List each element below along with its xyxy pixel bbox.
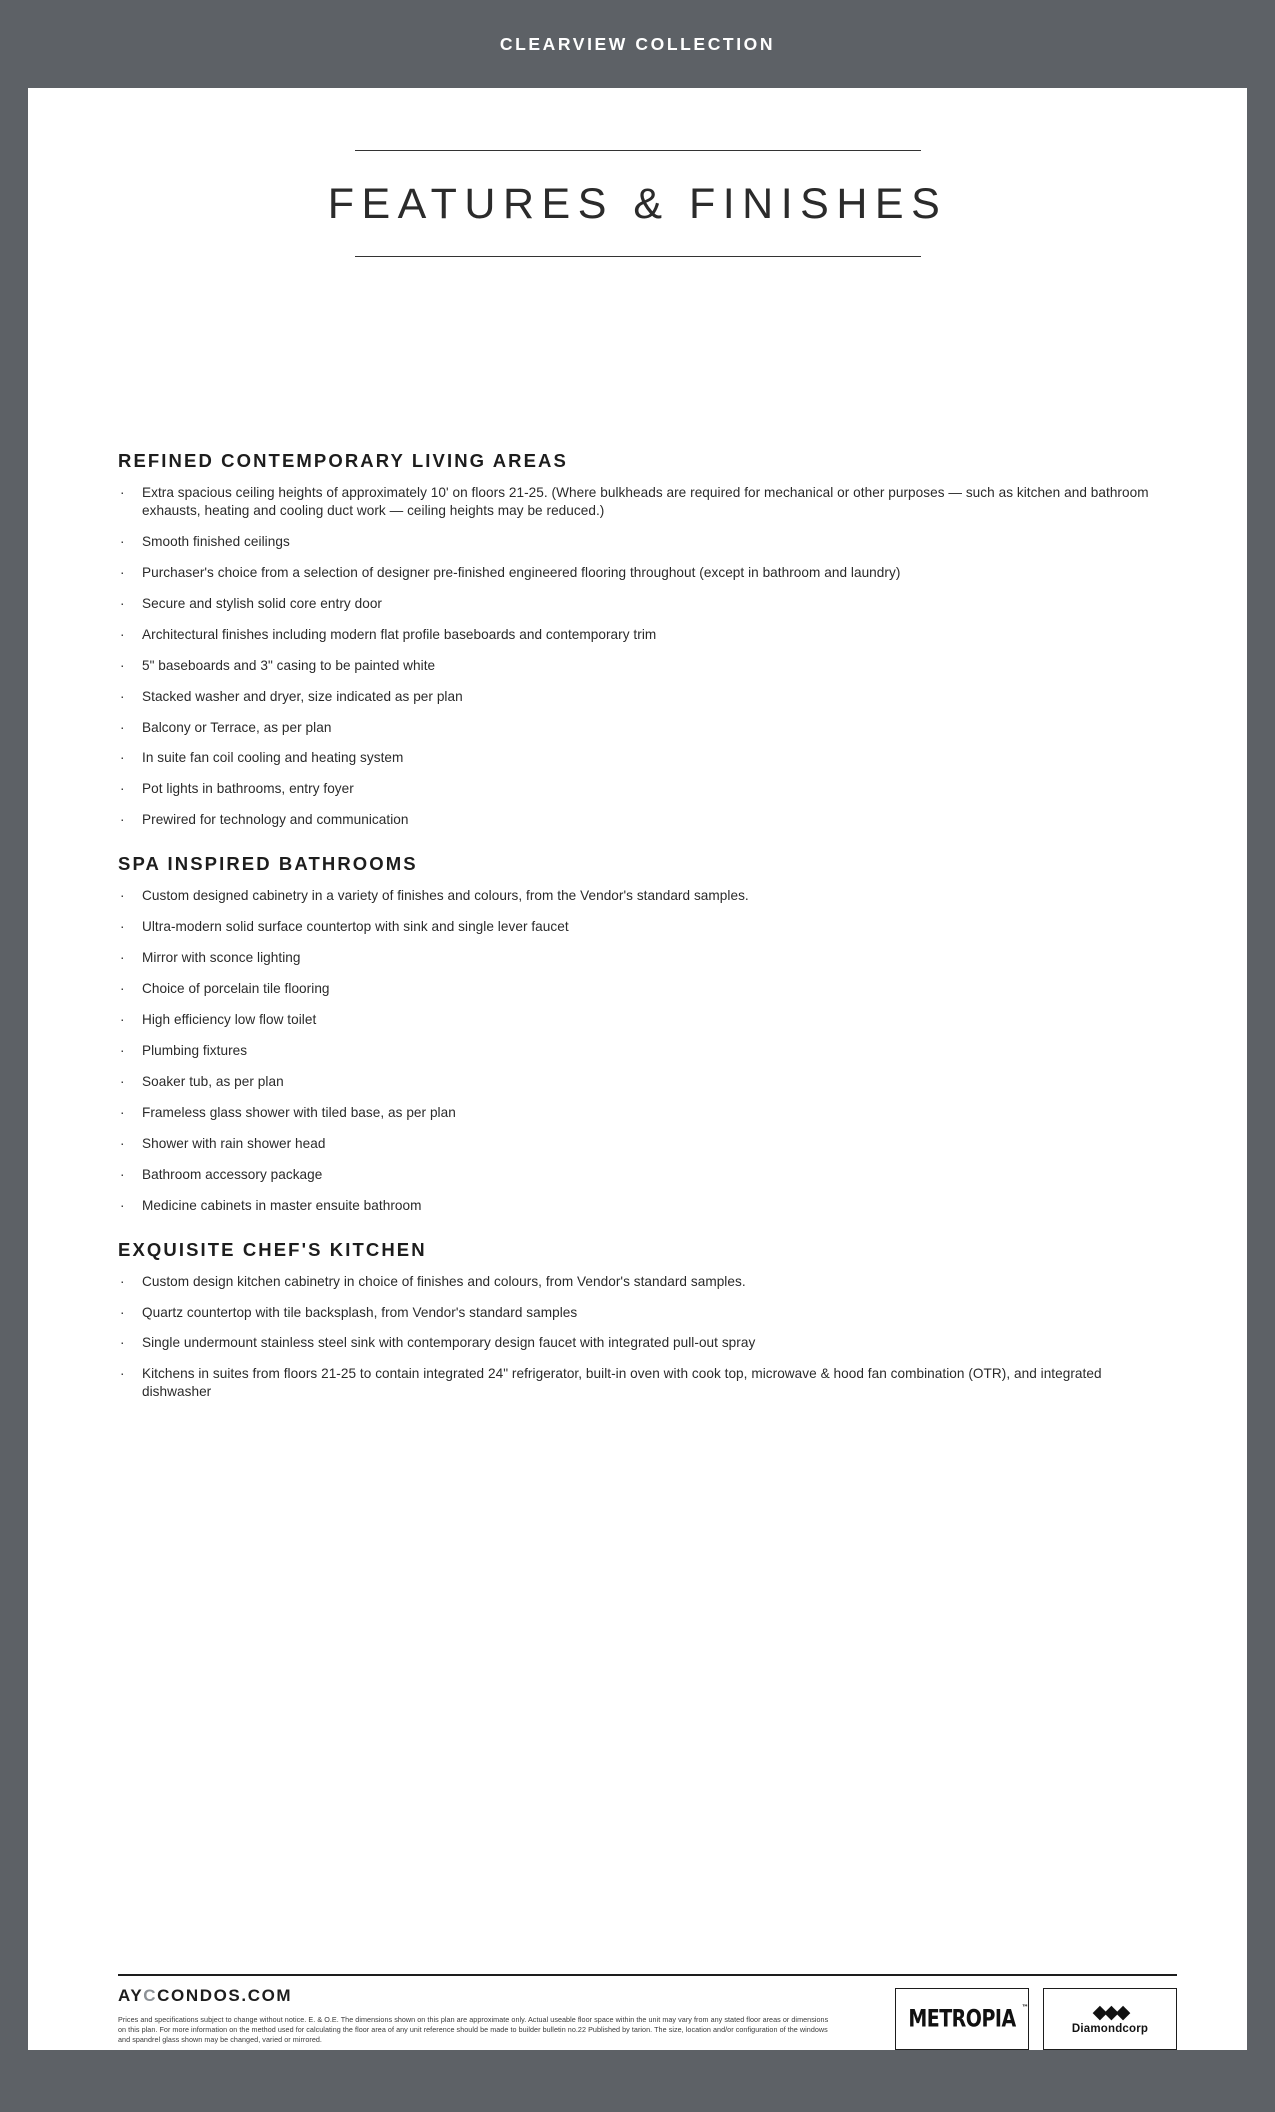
section-bathrooms: [118, 853, 1158, 1214]
feature-list: [118, 1273, 1158, 1402]
list-item-text: Soaker tub, as per plan: [142, 1073, 284, 1089]
feature-list: [118, 484, 1158, 829]
bullet-icon: ·: [120, 657, 125, 673]
footer-divider: [118, 1974, 1177, 1976]
list-item: [118, 887, 1158, 905]
list-item: [118, 1166, 1158, 1184]
list-item-text: Secure and stylish solid core entry door: [142, 595, 383, 611]
list-item: [118, 484, 1158, 520]
list-item: [118, 1073, 1158, 1091]
section-kitchen: [118, 1239, 1158, 1402]
bullet-icon: ·: [120, 812, 125, 828]
legal-disclaimer: Prices and specifications subject to change without notice. E. & O.E. The dimensions shown on this plan are approximate only. Actual useable floor space within the unit may vary from any stated floor areas or dimensions on this plan. For more information on the method used for calculating the floor area of any unit reference should be made to builder bulletin no.22 Published by tarion. The size, location and/or configuration of the windows and spandrel glass shown may be changed, varied or mirrored.: [118, 2015, 829, 2045]
features-content: [118, 450, 1158, 1423]
list-item: [118, 533, 1158, 551]
list-item-text: Extra spacious ceiling heights of approximately 10' on floors 21-25. (Where bulkheads are required for mechanical or other purposes — such as kitchen and bathroom exhausts, heating and cooling duct work — ceiling heights may be reduced.): [142, 485, 1149, 518]
bullet-icon: ·: [120, 888, 125, 904]
list-item-text: Custom designed cabinetry in a variety of finishes and colours, from the Vendor's standard samples.: [142, 888, 749, 904]
bullet-icon: ·: [120, 533, 125, 549]
section-living-areas: [118, 450, 1158, 829]
title-rule-bottom: [355, 256, 921, 257]
list-item-text: Balcony or Terrace, as per plan: [142, 719, 332, 735]
title-rule-top: [355, 150, 921, 151]
list-item-text: Quartz countertop with tile backsplash, from Vendor's standard samples: [142, 1304, 578, 1320]
website-prefix: AY: [118, 1986, 144, 2005]
list-item-text: High efficiency low flow toilet: [142, 1012, 317, 1027]
bullet-icon: ·: [120, 781, 125, 797]
list-item: [118, 626, 1158, 644]
list-item-text: Choice of porcelain tile flooring: [142, 981, 330, 997]
section-heading: EXQUISITE CHEF'S KITCHEN: [118, 1238, 427, 1260]
list-item-text: Custom design kitchen cabinetry in choice of finishes and colours, from Vendor's standard samples.: [142, 1273, 746, 1289]
bullet-icon: ·: [120, 688, 125, 704]
list-item: [118, 780, 1158, 798]
list-item-text: Bathroom accessory package: [142, 1166, 323, 1182]
list-item-text: Ultra-modern solid surface countertop with sink and single lever faucet: [142, 919, 569, 935]
feature-list: [118, 887, 1158, 1214]
list-item: [118, 1011, 1158, 1029]
title-block: [28, 150, 1247, 257]
bullet-icon: ·: [120, 485, 125, 500]
bullet-icon: ·: [120, 626, 125, 642]
bullet-icon: ·: [120, 1166, 125, 1182]
website-link[interactable]: [118, 1986, 838, 2006]
list-item-text: Smooth finished ceilings: [142, 533, 290, 549]
bullet-icon: ·: [120, 1104, 125, 1120]
list-item: [118, 719, 1158, 737]
list-item: [118, 949, 1158, 967]
list-item: [118, 595, 1158, 613]
section-heading: REFINED CONTEMPORARY LIVING AREAS: [118, 450, 568, 471]
list-item-text: Mirror with sconce lighting: [142, 950, 301, 966]
list-item: [118, 1365, 1158, 1401]
bullet-icon: ·: [120, 719, 125, 735]
list-item-text: 5" baseboards and 3" casing to be painted white: [142, 657, 436, 673]
list-item: [118, 1197, 1158, 1215]
section-heading: SPA INSPIRED BATHROOMS: [118, 853, 418, 875]
list-item-text: In suite fan coil cooling and heating system: [142, 750, 404, 766]
bullet-icon: ·: [120, 1197, 125, 1213]
bullet-icon: ·: [120, 950, 125, 966]
list-item-text: Plumbing fixtures: [142, 1042, 248, 1058]
trademark-symbol: ™: [1021, 2003, 1029, 2012]
list-item: [118, 749, 1158, 767]
diamondcorp-logo-text: Diamondcorp: [1071, 2022, 1149, 2035]
bullet-icon: ·: [120, 1366, 125, 1382]
bullet-icon: ·: [120, 564, 125, 580]
list-item: [118, 657, 1158, 675]
list-item: [118, 1334, 1158, 1352]
diamondcorp-logo: [1043, 1988, 1177, 2050]
website-suffix: CONDOS.COM: [157, 1986, 293, 2005]
list-item: [118, 980, 1158, 998]
bullet-icon: ·: [120, 981, 125, 997]
list-item-text: Single undermount stainless steel sink with contemporary design faucet with integrated pull-out spray: [142, 1335, 756, 1351]
bullet-icon: ·: [120, 750, 125, 766]
list-item: [118, 688, 1158, 706]
list-item: [118, 1135, 1158, 1153]
list-item-text: Medicine cabinets in master ensuite bathroom: [142, 1197, 422, 1213]
metropia-logo: [895, 1988, 1029, 2050]
list-item: [118, 918, 1158, 936]
list-item: [118, 564, 1158, 582]
list-item: [118, 1273, 1158, 1291]
list-item: [118, 811, 1158, 829]
bullet-icon: ·: [120, 1012, 125, 1027]
list-item-text: Purchaser's choice from a selection of designer pre-finished engineered flooring throughout (except in bathroom and laundry): [142, 564, 901, 580]
list-item-text: Kitchens in suites from floors 21-25 to contain integrated 24" refrigerator, built-in oven with cook top, microwave & hood fan combination (OTR), and integrated dishwasher: [142, 1366, 1102, 1400]
metropia-logo-text: METROPIA: [908, 2005, 1016, 2033]
bullet-icon: ·: [120, 1073, 125, 1089]
collection-title: CLEARVIEW COLLECTION: [499, 33, 776, 54]
diamond-icon: ◆◆◆: [1092, 2001, 1128, 2023]
website-accent: C: [143, 1986, 158, 2005]
bullet-icon: ·: [120, 1042, 125, 1058]
list-item: [118, 1042, 1158, 1060]
bullet-icon: ·: [120, 1135, 125, 1151]
list-item: [118, 1104, 1158, 1122]
list-item-text: Pot lights in bathrooms, entry foyer: [142, 781, 354, 797]
list-item-text: Frameless glass shower with tiled base, as per plan: [142, 1104, 456, 1120]
page-title: FEATURES & FINISHES: [327, 180, 948, 228]
bullet-icon: ·: [120, 595, 125, 611]
bullet-icon: ·: [120, 1335, 125, 1351]
list-item-text: Prewired for technology and communication: [142, 812, 409, 828]
list-item: [118, 1304, 1158, 1322]
list-item-text: Stacked washer and dryer, size indicated as per plan: [142, 688, 463, 704]
list-item-text: Shower with rain shower head: [142, 1135, 326, 1151]
bullet-icon: ·: [120, 1304, 125, 1320]
list-item-text: Architectural finishes including modern flat profile baseboards and contemporary trim: [142, 626, 657, 642]
bullet-icon: ·: [120, 1273, 125, 1289]
top-banner: [0, 0, 1275, 88]
bullet-icon: ·: [120, 919, 125, 935]
brochure-sheet: [28, 88, 1247, 2050]
page-footer: [118, 1974, 1177, 2050]
builder-logos: [895, 1988, 1177, 2050]
